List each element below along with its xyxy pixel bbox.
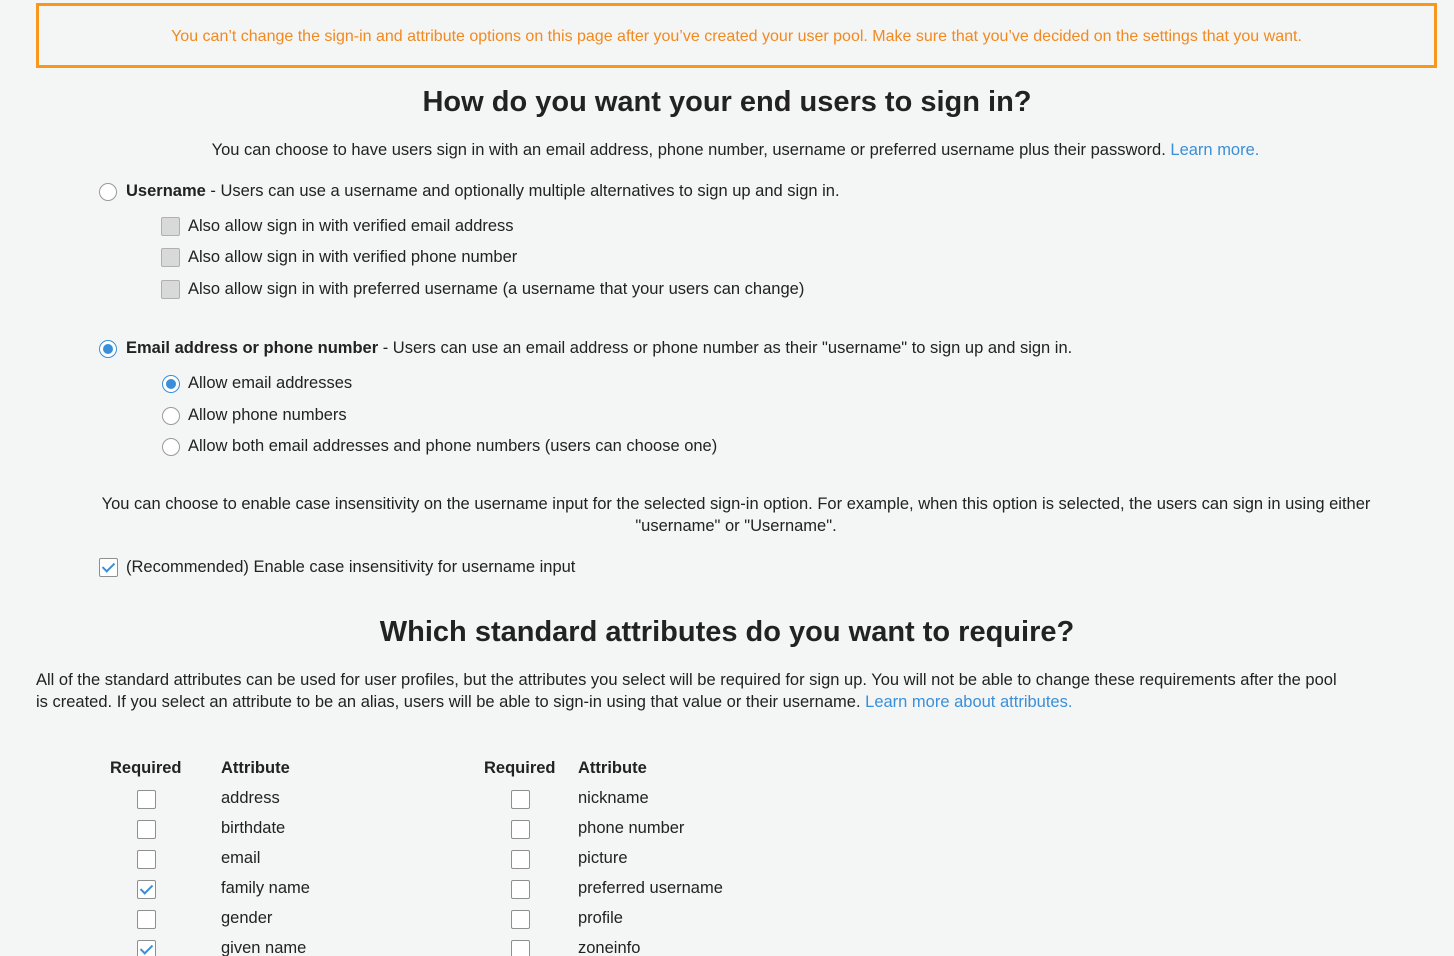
left-attribute-header: Attribute [221,759,290,777]
allow-verified-email-checkbox[interactable] [161,217,180,236]
allow-verified-phone-checkbox[interactable] [161,248,180,267]
allow-email-label: Allow email addresses [188,374,353,392]
allow-phone-label: Allow phone numbers [188,406,347,424]
allow-both-label: Allow both email addresses and phone numbers (users can choose one) [188,437,718,455]
allow-verified-email-label: Also allow sign in with verified email address [188,217,514,235]
attribute-gender-label: gender [221,909,273,927]
required-given-name-checkbox[interactable] [137,940,156,956]
required-picture-checkbox[interactable] [511,850,530,869]
signin-intro-text: You can choose to have users sign in with an email address, phone number, username or preferred username plus their password. [211,141,1166,159]
attributes-heading: Which standard attributes do you want to require? [379,616,1075,648]
case-insensitivity-checkbox[interactable] [99,558,118,577]
warning-text: You can’t change the sign-in and attribute options on this page after you’ve created your user pool. Make sure that you’ve decided on the settings that you want. [171,28,1302,45]
warning-banner [36,3,1437,68]
attribute-email-label: email [221,849,261,867]
attribute-given-name-label: given name [221,939,307,956]
allow-preferred-username-label: Also allow sign in with preferred username (a username that your users can change) [188,280,805,298]
required-family-name-checkbox[interactable] [137,880,156,899]
attribute-address-label: address [221,789,280,807]
right-attribute-header: Attribute [578,759,647,777]
required-address-checkbox[interactable] [137,790,156,809]
allow-email-radio[interactable] [162,375,180,393]
email-phone-radio[interactable] [99,340,117,358]
required-email-checkbox[interactable] [137,850,156,869]
required-gender-checkbox[interactable] [137,910,156,929]
email-phone-option-title: Email address or phone number [126,339,379,357]
attributes-para-line1: All of the standard attributes can be used for user profiles, but the attributes you select will be required for sign up. You will not be able to change these requirements after the pool [36,671,1337,689]
learn-more-attributes-link[interactable]: Learn more about attributes. [865,693,1073,711]
attribute-zoneinfo-label: zoneinfo [578,939,641,956]
attribute-nickname-label: nickname [578,789,649,807]
attribute-preferred-username-label: preferred username [578,879,723,897]
required-zoneinfo-checkbox[interactable] [511,940,530,956]
attribute-birthdate-label: birthdate [221,819,286,837]
required-preferred-username-checkbox[interactable] [511,880,530,899]
right-required-header: Required [484,759,556,777]
email-phone-option-label[interactable] [126,339,1072,358]
required-profile-checkbox[interactable] [511,910,530,929]
username-option-desc: - Users can use a username and optionally multiple alternatives to sign up and sign in. [205,182,840,200]
learn-more-link[interactable]: Learn more. [1170,141,1260,159]
attributes-para-line2 [36,693,1072,712]
signin-heading: How do you want your end users to sign in? [422,86,1032,118]
case-insensitivity-label: (Recommended) Enable case insensitivity for username input [126,558,576,576]
allow-phone-radio[interactable] [162,407,180,425]
username-option-label[interactable] [126,182,840,201]
username-option-title: Username [126,182,206,200]
attribute-phone-number-label: phone number [578,819,685,837]
allow-verified-phone-label: Also allow sign in with verified phone number [188,248,518,266]
attribute-profile-label: profile [578,909,623,927]
required-birthdate-checkbox[interactable] [137,820,156,839]
case-note-line2: "username" or "Username". [635,517,837,535]
username-radio[interactable] [99,183,117,201]
attributes-para-line2-text: is created. If you select an attribute to be an alias, users will be able to sign-in using that value or their username. [36,693,861,711]
required-phone-number-checkbox[interactable] [511,820,530,839]
attribute-family-name-label: family name [221,879,310,897]
email-phone-option-desc: - Users can use an email address or phone number as their "username" to sign up and sign in. [378,339,1073,357]
allow-preferred-username-checkbox[interactable] [161,280,180,299]
attribute-picture-label: picture [578,849,628,867]
required-nickname-checkbox[interactable] [511,790,530,809]
signin-intro [0,141,1454,160]
left-required-header: Required [110,759,182,777]
case-note-line1: You can choose to enable case insensitivity on the username input for the selected sign-in option. For example, when this option is selected, the users can sign in using either [101,495,1371,513]
allow-both-radio[interactable] [162,438,180,456]
